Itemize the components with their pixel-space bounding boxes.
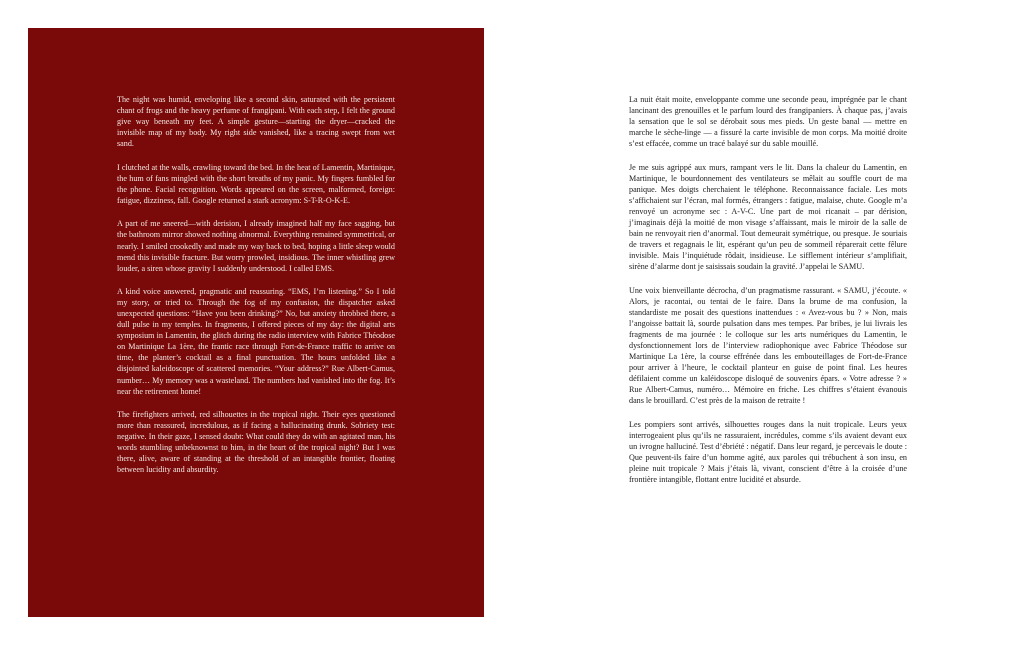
french-paragraph-1: La nuit était moite, enveloppante comme une seconde peau, imprégnée par le chant lancinant des grenouilles et le parfum lourd des frangipaniers. À chaque pas, j’avais la sensation que le sol se dérobait sous mes pieds. Un geste banal — mettre en marche le sèche-linge — a fissuré la carte invisible de mon corps. Ma moitié droite s’est effacée, comme un tracé balayé sur du sable mouillé. xyxy=(629,95,907,149)
french-text-column xyxy=(629,94,907,498)
french-page xyxy=(540,28,996,617)
french-paragraph-2: Je me suis agrippé aux murs, rampant vers le lit. Dans la chaleur du Lamentin, en Martinique, le bourdonnement des ventilateurs se mêlait au souffle court de ma panique. Mes doigts cherchaient le téléphone. Reconnaissance faciale. Les mots s’affichaient sur l’écran, mal formés, étrangers : fatigue, malaise, chute. Google m’a renvoyé un acronyme sec : A-V-C. Une part de moi ricanait – par dérision, j’imaginais déjà la moitié de mon visage s’affaissant, mais le miroir de la salle de bain ne renvoyait rien d’anormal. Tout demeurait symétrique, ou presque. Je souriais de travers et regagnais le lit, espérant qu’un peu de sommeil réparerait cette fêlure invisible. Mais l’inquiétude rôdait, insidieuse. Le sifflement intérieur s’amplifiait, sirène d’alarme dont je saisissais soudain la gravité. J’appelai le SAMU. xyxy=(629,162,907,272)
french-paragraph-3: Une voix bienveillante décrocha, d’un pragmatisme rassurant. « SAMU, j’écoute. « Alors, je racontai, ou tentai de le faire. Dans la brume de ma confusion, la standardiste me posait des questions inattendues : « Avez-vous bu ? » Non, mais l’angoisse battait là, sourde pulsation dans mes tempes. Par bribes, je lui livrais les fragments de ma journée : le colloque sur les arts numériques du Lamentin, le dysfonctionnement lors de l’interview radiophonique avec Fabrice Théodose sur Martinique La 1ère, la course effrénée dans les embouteillages de Fort-de-France pour arriver à l’heure, le cocktail planteur en guise de point final. Les heures défilaient comme un kaléidoscope disloqué de souvenirs épars. « Votre adresse ? » Rue Albert-Camus, numéro… Mémoire en friche. Les chiffres s’étaient évanouis dans le brouillard. C’est près de la maison de retraite ! xyxy=(629,285,907,406)
english-paragraph-1: The night was humid, enveloping like a second skin, saturated with the persistent chant of frogs and the heavy perfume of frangipani. With each step, I felt the ground give way beneath my feet. A simple gesture—starting the dryer—cracked the invisible map of my body. My right side vanished, like a tracing swept from wet sand. xyxy=(117,95,395,149)
english-paragraph-4: A kind voice answered, pragmatic and reassuring. “EMS, I’m listening.” So I told my story, or tried to. Through the fog of my confusion, the dispatcher asked unexpected questions: “Have you been drinking?” No, but anxiety throbbed there, a dull pulse in my temples. In fragments, I offered pieces of my day: the digital arts symposium in Lamentin, the glitch during the radio interview with Fabrice Théodose on Martinique La 1ère, the frantic race through Fort-de-France traffic to arrive on time, the planter’s cocktail as a final punctuation. The hours unfolded like a disjointed kaleidoscope of scattered memories. “Your address?” Rue Albert-Camus, number… My memory was a wasteland. The numbers had vanished into the fog. It’s near the retirement home! xyxy=(117,287,395,396)
french-paragraph-4: Les pompiers sont arrivés, silhouettes rouges dans la nuit tropicale. Leurs yeux interrogeaient plus qu’ils ne rassuraient, incrédules, comme s’ils avaient devant eux un ivrogne halluciné. Test d’ébriété : négatif. Dans leur regard, je percevais le doute : Que peuvent-ils faire d’un homme agité, aux paroles qui trébuchent à son insu, en pleine nuit tropicale ? Mais j’étais là, vivant, conscient d’être à la croisée d’une frontière intangible, flottant entre lucidité et absurde. xyxy=(629,419,907,484)
english-paragraph-2: I clutched at the walls, crawling toward the bed. In the heat of Lamentin, Martinique, the hum of fans mingled with the short breaths of my panic. My fingers fumbled for the phone. Facial recognition. Words appeared on the screen, malformed, foreign: fatigue, dizziness, fall. Google returned a stark acronym: S-T-R-O-K-E. xyxy=(117,162,395,205)
english-text-column xyxy=(117,94,395,488)
english-paragraph-3: A part of me sneered—with derision, I already imagined half my face sagging, but the bathroom mirror showed nothing abnormal. Everything remained symmetrical, or nearly. I smiled crookedly and made my way back to bed, hoping a little sleep would mend this invisible fracture. But worry prowled, insidious. The inner whistling grew louder, a siren whose gravity I suddenly understood. I called EMS. xyxy=(117,219,395,273)
english-paragraph-5: The firefighters arrived, red silhouettes in the tropical night. Their eyes questioned more than reassured, incredulous, as if facing a hallucinating drunk. Sobriety test: negative. In their gaze, I sensed doubt: What could they do with an agitated man, his words stumbling unbeknownst to him, in the heart of the tropical night? But I was there, alive, aware of standing at the threshold of an intangible frontier, floating between lucidity and absurdity. xyxy=(117,410,395,475)
english-page xyxy=(28,28,484,617)
